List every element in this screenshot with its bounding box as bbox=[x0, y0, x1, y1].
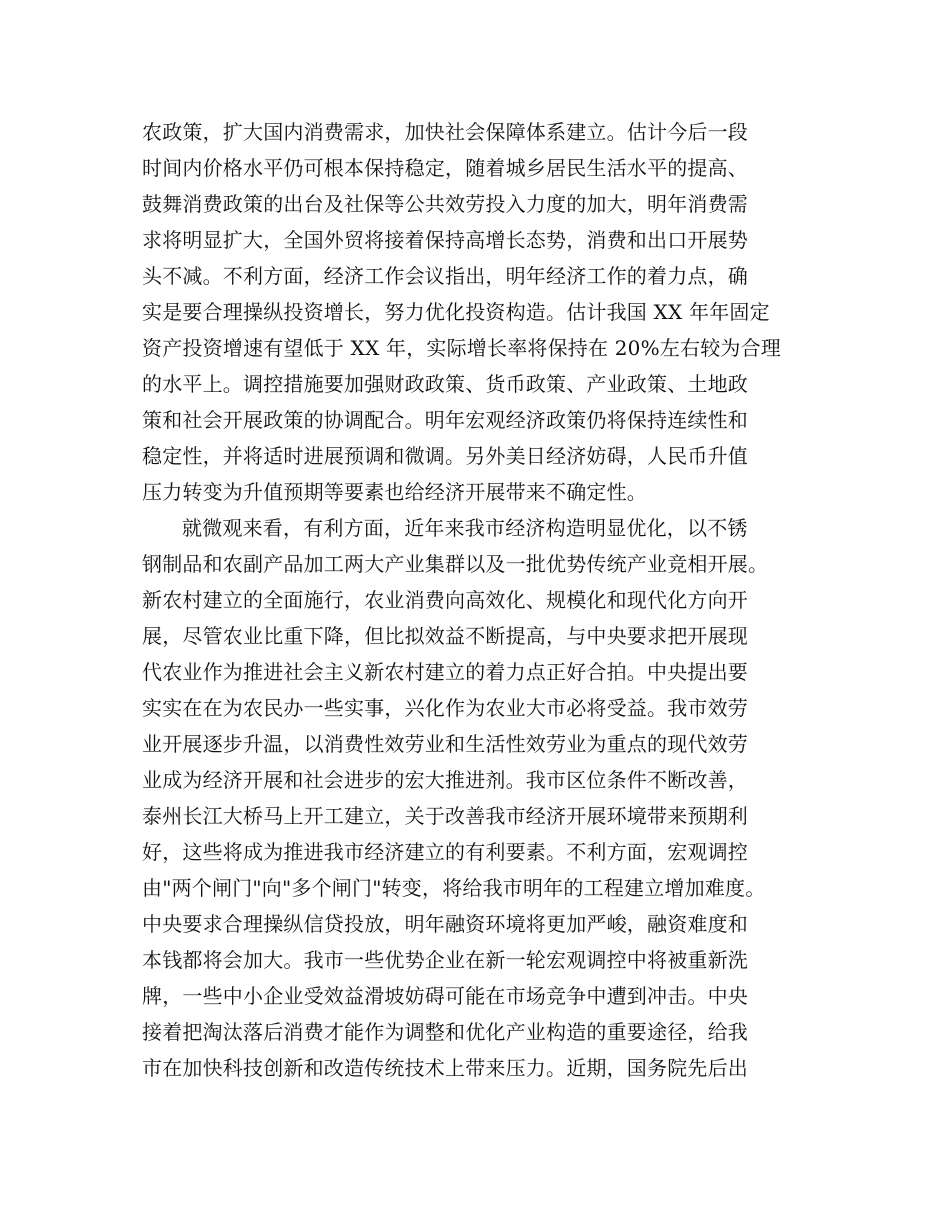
text-line: 接着把淘汰落后消费才能作为调整和优化产业构造的重要途径，给我 bbox=[142, 1020, 748, 1044]
text-line: 策和社会开展政策的协调配合。明年宏观经济政策仍将保持连续性和 bbox=[142, 408, 748, 432]
text-line: 的水平上。调控措施要加强财政政策、货币政策、产业政策、土地政 bbox=[142, 372, 748, 396]
text-line: 实实在在为农民办一些实事，兴化作为农业大市必将受益。我市效劳 bbox=[142, 696, 748, 720]
text-line: 泰州长江大桥马上开工建立，关于改善我市经济开展环境带来预期利 bbox=[142, 804, 748, 828]
text-line: 压力转变为升值预期等要素也给经济开展带来不确定性。 bbox=[142, 480, 647, 504]
text-line: 市在加快科技创新和改造传统技术上带来压力。近期，国务院先后出 bbox=[142, 1056, 748, 1080]
text-line: 由"两个闸门"向"多个闸门"转变，将给我市明年的工程建立增加难度。 bbox=[142, 876, 766, 900]
text-line: 中央要求合理操纵信贷投放，明年融资环境将更加严峻，融资难度和 bbox=[142, 912, 748, 936]
text-line: 资产投资增速有望低于 XX 年，实际增长率将保持在 20%左右较为合理 bbox=[142, 336, 782, 360]
text-line: 稳定性，并将适时进展预调和微调。另外美日经济妨碍，人民币升值 bbox=[142, 444, 748, 468]
text-line: 时间内价格水平仍可根本保持稳定，随着城乡居民生活水平的提高、 bbox=[142, 156, 748, 180]
text-line: 业开展逐步升温，以消费性效劳业和生活性效劳业为重点的现代效劳 bbox=[142, 732, 748, 756]
text-line: 展，尽管农业比重下降，但比拟效益不断提高，与中央要求把开展现 bbox=[142, 624, 748, 648]
text-line: 头不减。不利方面，经济工作会议指出，明年经济工作的着力点，确 bbox=[142, 264, 748, 288]
text-line: 本钱都将会加大。我市一些优势企业在新一轮宏观调控中将被重新洗 bbox=[142, 948, 748, 972]
text-line: 钢制品和农副产品加工两大产业集群以及一批优势传统产业竞相开展。 bbox=[142, 552, 769, 576]
text-line: 新农村建立的全面施行，农业消费向高效化、规模化和现代化方向开 bbox=[142, 588, 748, 612]
text-line: 求将明显扩大，全国外贸将接着保持高增长态势，消费和出口开展势 bbox=[142, 228, 748, 252]
text-line: 业成为经济开展和社会进步的宏大推进剂。我市区位条件不断改善， bbox=[142, 768, 748, 792]
text-line: 农政策，扩大国内消费需求，加快社会保障体系建立。估计今后一段 bbox=[142, 120, 748, 144]
text-line: 鼓舞消费政策的出台及社保等公共效劳投入力度的加大，明年消费需 bbox=[142, 192, 748, 216]
paragraph-first-line: 就微观来看，有利方面，近年来我市经济构造明显优化，以不锈 bbox=[182, 516, 748, 540]
text-line: 代农业作为推进社会主义新农村建立的着力点正好合拍。中央提出要 bbox=[142, 660, 748, 684]
text-line: 牌，一些中小企业受效益滑坡妨碍可能在市场竞争中遭到冲击。中央 bbox=[142, 984, 748, 1008]
text-line: 好，这些将成为推进我市经济建立的有利要素。不利方面，宏观调控 bbox=[142, 840, 748, 864]
text-line: 实是要合理操纵投资增长，努力优化投资构造。估计我国 XX 年年固定 bbox=[142, 300, 770, 324]
